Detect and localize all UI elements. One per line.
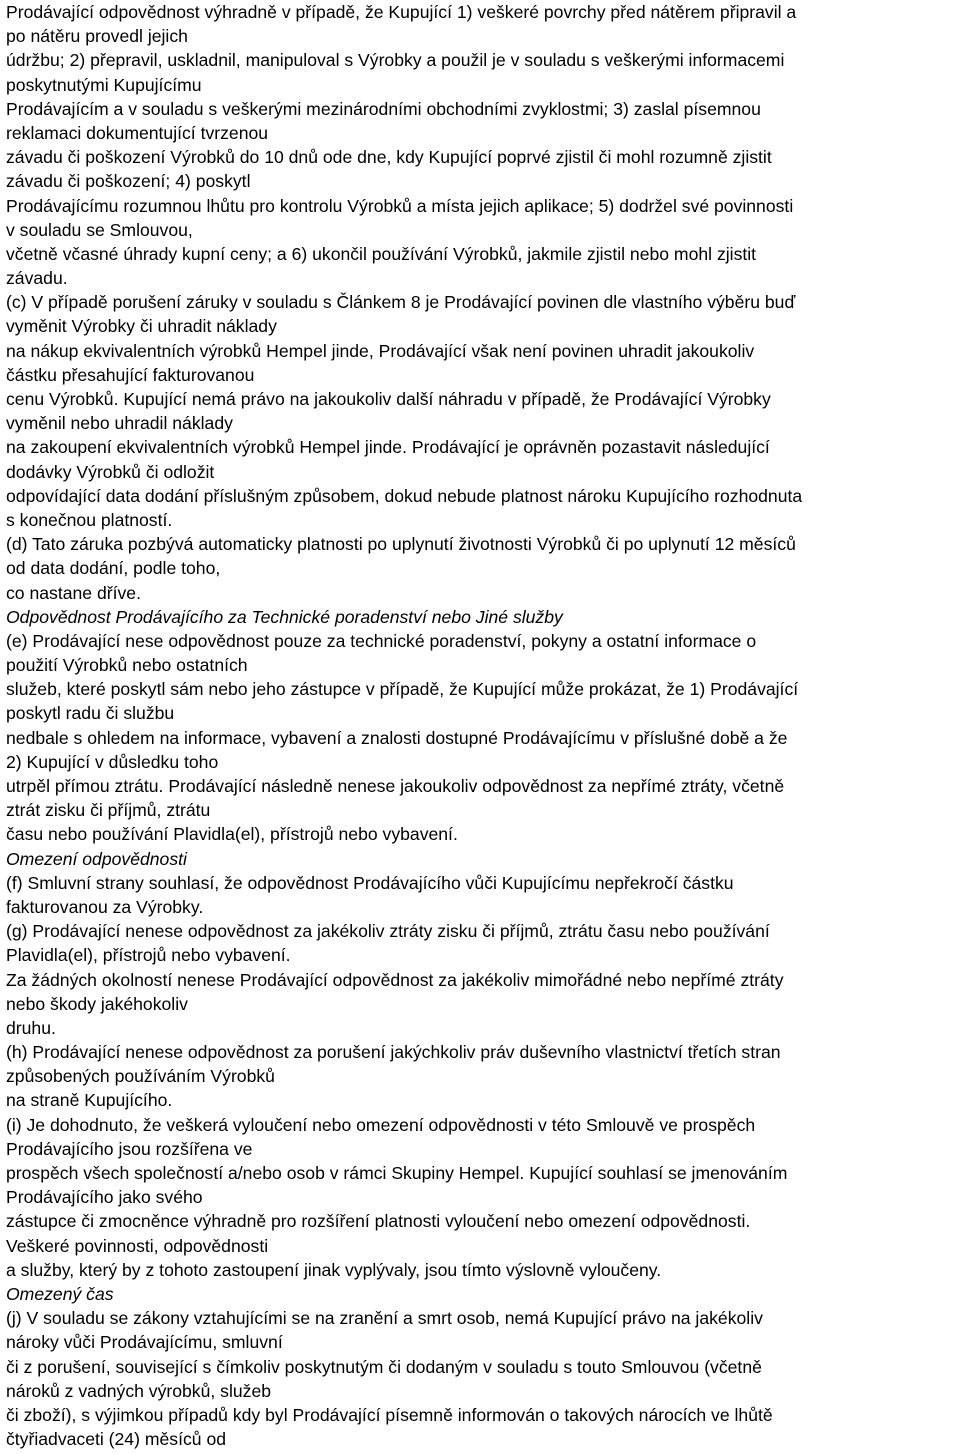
text-line: použití Výrobků nebo ostatních bbox=[6, 655, 248, 676]
text-line: na zakoupení ekvivalentních výrobků Hempel jinde. Prodávající je oprávněn pozastavit následující bbox=[6, 437, 770, 458]
text-line: Prodávající odpovědnost výhradně v případě, že Kupující 1) veškeré povrchy před nátěrem připravil a bbox=[6, 2, 797, 22]
text-line: včetně včasné úhrady kupní ceny; a 6) ukončil používání Výrobků, jakmile zjistil nebo mohl zjistit bbox=[6, 243, 757, 264]
text-line: času nebo používání Plavidla(el), přístrojů nebo vybavení. bbox=[6, 824, 458, 845]
text-line: (f) Smluvní strany souhlasí, že odpovědnost Prodávajícího vůči Kupujícímu nepřekročí částku bbox=[6, 872, 734, 893]
section-heading: Odpovědnost Prodávajícího za Technické poradenství nebo Jiné služby bbox=[6, 606, 563, 627]
text-line: údržbu; 2) přepravil, uskladnil, manipuloval s Výrobky a použil je v souladu s veškerými informacemi bbox=[6, 50, 785, 71]
text-line: vyměnit Výrobky či uhradit náklady bbox=[6, 316, 277, 337]
text-line: odpovídající data dodání příslušným způsobem, dokud nebude platnost nároku Kupujícího rozhodnuta bbox=[6, 485, 803, 506]
text-line: dodávky Výrobků či odložit bbox=[6, 461, 215, 482]
document-body bbox=[6, 0, 956, 1451]
text-line: na straně Kupujícího. bbox=[6, 1090, 173, 1111]
text-line: závadu. bbox=[6, 268, 68, 289]
text-line: Prodávajícím a v souladu s veškerými mezinárodními obchodními zvyklostmi; 3) zaslal písemnou bbox=[6, 98, 761, 119]
text-line: čtyřiadvaceti (24) měsíců od bbox=[6, 1429, 227, 1450]
text-line: (i) Je dohodnuto, že veškerá vyloučení nebo omezení odpovědnosti v této Smlouvě ve prospěch bbox=[6, 1114, 756, 1135]
text-line: utrpěl přímou ztrátu. Prodávající následně nenese jakoukoliv odpovědnost za nepřímé ztráty, včetně bbox=[6, 776, 785, 796]
text-line: Za žádných okolností nenese Prodávající odpovědnost za jakékoliv mimořádné nebo nepřímé ztráty bbox=[6, 969, 784, 990]
text-line: závadu či poškození Výrobků do 10 dnů ode dne, kdy Kupující poprvé zjistil či mohl rozumně zjistit bbox=[6, 147, 772, 168]
text-line: závadu či poškození; 4) poskytl bbox=[6, 171, 251, 192]
text-line: vyměnil nebo uhradil náklady bbox=[6, 413, 233, 434]
section-heading: Omezení odpovědnosti bbox=[6, 848, 187, 869]
text-line: s konečnou platností. bbox=[6, 509, 173, 530]
section-heading: Omezený čas bbox=[6, 1283, 114, 1304]
text-line: prospěch všech společností a/nebo osob v rámci Skupiny Hempel. Kupující souhlasí se jmenováním bbox=[6, 1163, 788, 1183]
text-line: či zboží), s výjimkou případů kdy byl Prodávající písemně informován o takových nárocích ve lhůtě bbox=[6, 1404, 773, 1425]
text-line: v souladu se Smlouvou, bbox=[6, 219, 193, 240]
text-line: služeb, které poskytl sám nebo jeho zástupce v případě, že Kupující může prokázat, že 1) Prodávající bbox=[6, 679, 799, 700]
text-line: Veškeré povinnosti, odpovědnosti bbox=[6, 1235, 269, 1256]
text-line: nároků z vadných výrobků, služeb bbox=[6, 1380, 272, 1401]
text-line: od data dodání, podle toho, bbox=[6, 558, 221, 579]
text-line: Prodávajícího jsou rozšířena ve bbox=[6, 1138, 253, 1159]
text-line: či z porušení, související s čímkoliv poskytnutým či dodaným v souladu s touto Smlouvou (včetně bbox=[6, 1356, 762, 1377]
text-line: nedbale s ohledem na informace, vybavení a znalosti dostupné Prodávajícímu v příslušné době a že bbox=[6, 727, 788, 748]
text-line: způsobených používáním Výrobků bbox=[6, 1066, 275, 1087]
text-line: Prodávajícímu rozumnou lhůtu pro kontrolu Výrobků a místa jejich aplikace; 5) dodržel své povinnosti bbox=[6, 195, 794, 216]
text-line: (h) Prodávající nenese odpovědnost za porušení jakýchkoliv práv duševního vlastnictví třetích stran bbox=[6, 1042, 781, 1063]
text-line: cenu Výrobků. Kupující nemá právo na jakoukoliv další náhradu v případě, že Prodávající Výrobky bbox=[6, 389, 771, 409]
text-line: (j) V souladu se zákony vztahujícími se na zranění a smrt osob, nemá Kupující právo na jakékoliv bbox=[6, 1308, 763, 1329]
text-line: po nátěru provedl jejich bbox=[6, 26, 188, 47]
text-line: poskytnutými Kupujícímu bbox=[6, 74, 202, 95]
text-line: ztrát zisku či příjmů, ztrátu bbox=[6, 800, 211, 821]
text-line: poskytl radu či službu bbox=[6, 703, 175, 724]
text-line: fakturovanou za Výrobky. bbox=[6, 896, 204, 917]
text-line: reklamaci dokumentující tvrzenou bbox=[6, 122, 269, 143]
text-line: druhu. bbox=[6, 1017, 56, 1038]
text-line: (e) Prodávající nese odpovědnost pouze za technické poradenství, pokyny a ostatní informace o bbox=[6, 630, 757, 651]
text-line: zástupce či zmocněnce výhradně pro rozšíření platnosti vyloučení nebo omezení odpovědnosti. bbox=[6, 1211, 751, 1232]
text-line: a služby, který by z tohoto zastoupení jinak vyplývaly, jsou tímto výslovně vyloučeny. bbox=[6, 1259, 662, 1280]
text-line: nebo škody jakéhokoliv bbox=[6, 993, 188, 1014]
text-line: částku přesahující fakturovanou bbox=[6, 364, 255, 385]
text-line: Prodávajícího jako svého bbox=[6, 1187, 203, 1208]
text-line: Plavidla(el), přístrojů nebo vybavení. bbox=[6, 945, 291, 966]
text-line: 2) Kupující v důsledku toho bbox=[6, 751, 219, 772]
text-line: co nastane dříve. bbox=[6, 582, 141, 603]
text-line: (c) V případě porušení záruky v souladu s Článkem 8 je Prodávající povinen dle vlastního výběru buď bbox=[6, 292, 796, 313]
text-line: (d) Tato záruka pozbývá automaticky platnosti po uplynutí životnosti Výrobků či po uplynutí 12 měsíců bbox=[6, 534, 796, 555]
text-line: na nákup ekvivalentních výrobků Hempel jinde, Prodávající však není povinen uhradit jakoukoliv bbox=[6, 340, 755, 361]
text-line: (g) Prodávající nenese odpovědnost za jakékoliv ztráty zisku či příjmů, ztrátu času nebo používání bbox=[6, 921, 770, 942]
text-line: nároky vůči Prodávajícímu, smluvní bbox=[6, 1332, 283, 1353]
